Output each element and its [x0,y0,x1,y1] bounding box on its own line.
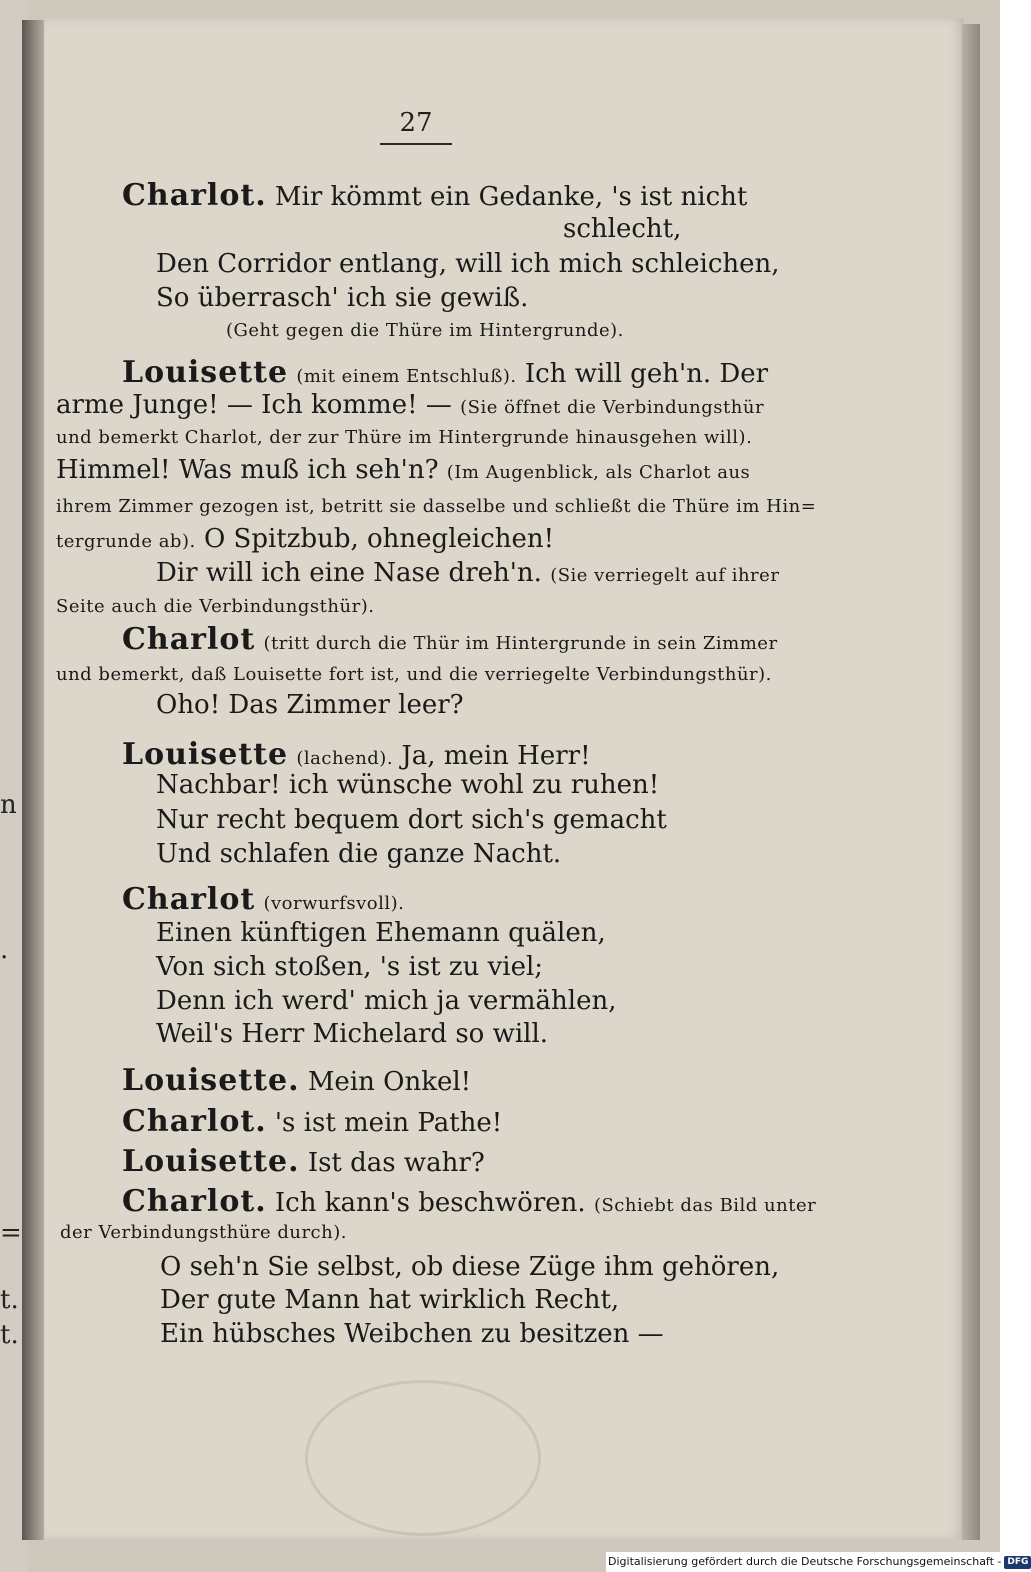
text-line: Von sich stoßen, 's ist zu viel; [156,952,544,982]
speaker-name: Charlot. [122,178,267,213]
digitization-credit [606,1552,1029,1572]
verse-text: Ich will geh'n. Der [524,359,769,389]
stage-direction: ihrem Zimmer gezogen ist, betritt sie dasselbe und schließt die Thüre im Hin= [56,496,817,517]
stage-direction: tergrunde ab). [56,531,196,552]
stage-direction: (Sie verriegelt auf ihrer [550,565,780,586]
stage-direction: (tritt durch die Thür im Hintergrunde in sein Zimmer [263,633,778,654]
text-line: So überrasch' ich sie gewiß. [156,283,529,313]
stage-direction: (Im Augenblick, als Charlot aus [446,462,751,483]
speaker-name: Louisette [122,355,289,390]
text-line [56,524,554,554]
verse-text: Himmel! Was muß ich seh'n? [56,455,439,485]
stage-direction: (Geht gegen die Thüre im Hintergrunde). [226,320,624,341]
verse-text: Dir will ich eine Nase dreh'n. [156,558,542,588]
stage-direction: (Schiebt das Bild unter [593,1195,817,1216]
text-line [122,1184,816,1219]
margin-fragment: = [0,1218,22,1248]
verse-text: arme Junge! — Ich komme! — [56,390,452,420]
text-line [56,455,750,485]
text-line: Weil's Herr Michelard so will. [156,1019,549,1049]
text-line: Ein hübsches Weibchen zu besitzen — [160,1319,664,1349]
stage-direction: (vorwurfsvoll). [263,893,405,914]
speaker-name: Louisette. [122,1144,300,1179]
text-line: Oho! Das Zimmer leer? [156,690,464,720]
margin-fragment: n [0,790,17,820]
speaker-name: Charlot [122,622,256,657]
text-line: Nur recht bequem dort sich's gemacht [156,805,667,835]
credit-text: Digitalisierung gefördert durch die Deutsche Forschungsgemeinschaft - [608,1555,1002,1568]
stage-direction: der Verbindungsthüre durch). [60,1222,347,1243]
text-line: Nachbar! ich wünsche wohl zu ruhen! [156,770,660,800]
text-line [122,737,591,772]
stage-direction: (lachend). [296,748,394,769]
text-line: Der gute Mann hat wirklich Recht, [160,1285,620,1315]
margin-fragment: t. [0,1320,19,1350]
text-line: Denn ich werd' mich ja vermählen, [156,986,617,1016]
verse-text: O Spitzbub, ohnegleichen! [203,524,555,554]
text-line [56,390,764,420]
text-line: schlecht, [563,214,682,244]
stage-direction: (mit einem Entschluß). [296,366,517,387]
verse-text: Ich kann's beschwören. [274,1188,586,1218]
verse-text: Ja, mein Herr! [401,741,591,771]
text-line [122,1144,485,1179]
dfg-logo-icon: DFG [1004,1556,1031,1569]
text-line: Den Corridor entlang, will ich mich schleichen, [156,249,780,279]
speaker-name: Charlot. [122,1104,267,1139]
faded-stamp [305,1380,541,1536]
page-number: 27 [399,108,433,138]
text-line: O seh'n Sie selbst, ob diese Züge ihm gehören, [160,1252,780,1282]
margin-fragment: t. [0,1285,19,1315]
page-edge [962,24,980,1540]
book-binding [22,20,46,1540]
stage-direction: und bemerkt Charlot, der zur Thüre im Hintergrunde hinausgehen will). [56,427,753,448]
text-line: Einen künftigen Ehemann quälen, [156,918,606,948]
verse-text: Mir kömmt ein Gedanke, 's ist nicht [274,182,748,212]
text-line [122,1063,471,1098]
speaker-name: Charlot. [122,1184,267,1219]
verse-text: 's ist mein Pathe! [274,1108,503,1138]
stage-direction: Seite auch die Verbindungsthür). [56,596,375,617]
stage-direction: (Sie öffnet die Verbindungsthür [460,397,765,418]
text-line [122,622,778,657]
speaker-name: Louisette [122,737,289,772]
speaker-name: Louisette. [122,1063,300,1098]
page-number-rule [380,143,452,145]
verse-text: Ist das wahr? [307,1148,485,1178]
text-line [122,882,404,917]
margin-fragment: . [0,935,9,965]
text-line [122,178,747,213]
stage-direction: und bemerkt, daß Louisette fort ist, und die verriegelte Verbindungsthür). [56,664,772,685]
verse-text: Mein Onkel! [307,1067,472,1097]
text-line: Und schlafen die ganze Nacht. [156,839,562,869]
speaker-name: Charlot [122,882,256,917]
text-line [156,558,779,588]
text-line [122,1104,502,1139]
text-line [122,355,768,390]
